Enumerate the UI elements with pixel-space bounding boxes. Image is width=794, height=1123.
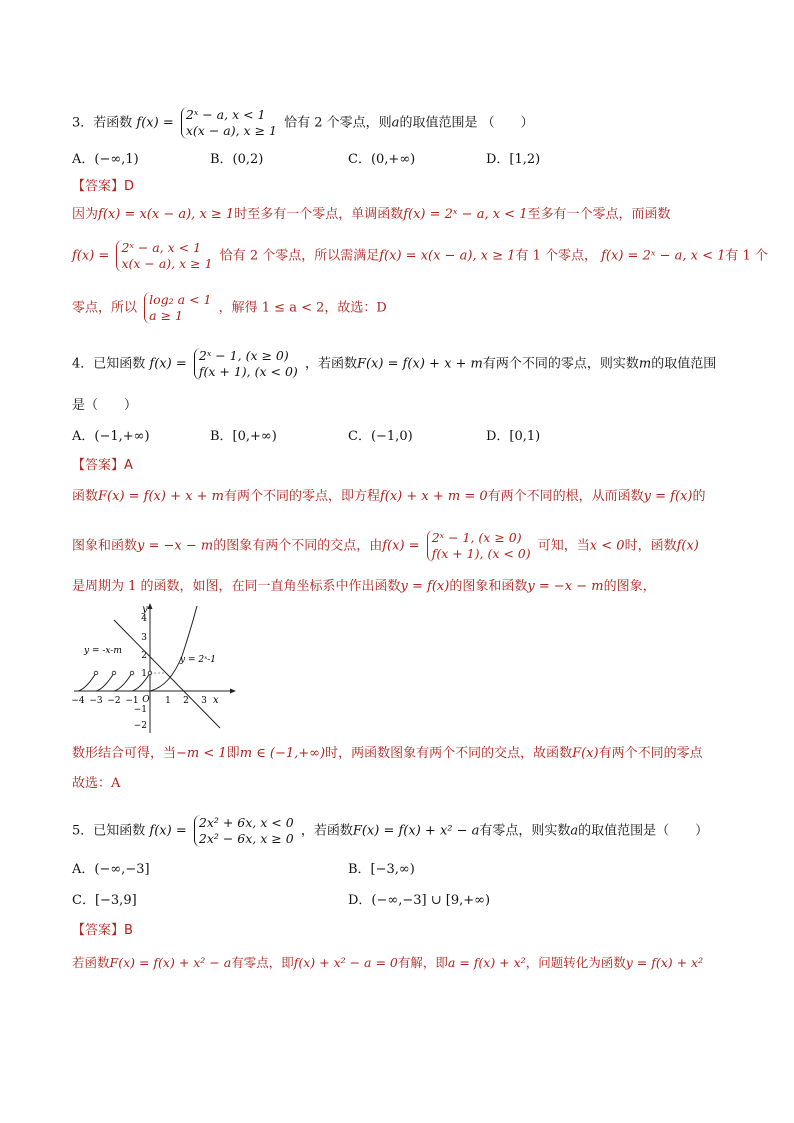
q4-exp-line3 (72, 578, 656, 596)
q3-answer: 【答案】D (72, 179, 135, 194)
q4-exp4a: 数形结合可得，当 (72, 746, 177, 761)
q5-piecewise (194, 815, 294, 847)
x-tick: 1 (165, 696, 171, 706)
x-tick: −2 (107, 696, 121, 706)
periodic-piece (114, 673, 132, 691)
q3-number: 3．若函数 (72, 115, 133, 131)
q3-exp1c: 时至多有一个零点，单调函数 (234, 207, 404, 222)
q4-exp2f: x < 0 (589, 538, 625, 554)
q4-graph (70, 600, 240, 738)
x-tick: 2 (183, 696, 189, 706)
q3-case1: 2ˣ − a, x < 1 (185, 107, 266, 122)
q3-stem (72, 107, 534, 139)
q4-exp4b: −m < 1 (176, 746, 227, 761)
q4-tail3: 的取值范围 (651, 356, 717, 372)
q3-exp1b: f(x) = x(x − a), x ≥ 1 (98, 207, 235, 222)
q4-option-d: D．[0,1) (486, 429, 541, 444)
q4-exp2a: 图象和函数 (72, 538, 138, 554)
y-tick: −1 (133, 705, 147, 715)
q5-Fx: F(x) = f(x) + x² − a (352, 823, 480, 839)
q5-var: a (570, 823, 579, 839)
q5-exp1e: 有解，即 (397, 955, 448, 970)
q5-exp1a: 若函数 (72, 955, 110, 970)
q4-piecewise (194, 348, 298, 380)
q5-tail3: 的取值范围是（ ） (578, 823, 709, 839)
q4-exp1c: 有两个不同的零点，即方程 (223, 489, 380, 504)
q3-exp2f: 有 1 个 (725, 248, 768, 264)
q4-exp-piecewise (427, 530, 531, 562)
q3-exp3b: ，解得 1 ≤ a < 2，故选：D (218, 300, 387, 316)
q4-number: 4．已知函数 (72, 356, 146, 372)
x-axis-arrow (230, 689, 236, 694)
q5-option-b: B．[−3,∞) (348, 862, 415, 877)
x-tick: −4 (71, 696, 85, 706)
q3-exp3a: 零点，所以 (72, 300, 138, 316)
y-tick: −2 (133, 721, 147, 731)
line-label: y = -x-m (84, 646, 122, 656)
q5-exp-line1 (72, 954, 703, 972)
q3-exp1a: 因为 (72, 207, 99, 222)
q4-tail: ，若函数 (304, 356, 357, 372)
q4-case1: 2ˣ − 1, (x ≥ 0) (198, 348, 289, 363)
periodic-piece (78, 673, 96, 691)
q4-exp-line2 (72, 530, 699, 562)
q4-fx: f(x) = (149, 356, 187, 372)
q5-exp1d: f(x) + x² − a = 0 (293, 955, 398, 970)
q3-option-b: B．(0,2) (210, 152, 264, 167)
q5-answer: 【答案】B (72, 923, 133, 938)
q5-option-d: D．(−∞,−3] ∪ [9,+∞) (348, 893, 491, 908)
q3-exp-case2: x(x − a), x ≥ 1 (121, 256, 213, 271)
q4-exp2g: 时，函数 (624, 538, 677, 554)
curve-label: y = 2ˣ-1 (180, 655, 217, 665)
q5-option-c: C．[−3,9] (72, 893, 137, 908)
x-tick: 3 (201, 696, 207, 706)
x-tick: −3 (89, 696, 103, 706)
q4-option-c: C．(−1,0) (348, 429, 413, 444)
q3-exp-line1 (72, 206, 671, 224)
q3-exp2e: f(x) = 2ˣ − a, x < 1 (601, 248, 726, 264)
q5-case1: 2x² + 6x, x < 0 (198, 815, 294, 830)
y-tick: 1 (141, 669, 147, 679)
q3-exp-case1: 2ˣ − a, x < 1 (121, 240, 202, 255)
q3-case2: x(x − a), x ≥ 1 (185, 123, 277, 138)
q4-exp1b: F(x) = f(x) + x + m (98, 489, 224, 504)
q4-exp4c: 即 (226, 746, 240, 761)
q5-exp1h: y = f(x) + x² (625, 955, 704, 970)
q5-exp1g: ，问题转化为函数 (525, 955, 626, 970)
q4-exp1d: f(x) + x + m = 0 (379, 489, 488, 504)
q5-exp1f: a = f(x) + x² (447, 955, 526, 970)
origin-label: O (142, 695, 150, 705)
q5-fx: f(x) = (149, 823, 187, 839)
q4-exp-case1: 2ˣ − 1, (x ≥ 0) (431, 530, 522, 545)
q3-exp3-case2: a ≥ 1 (149, 308, 183, 323)
exp-curve (150, 606, 197, 691)
q3-option-d: D．[1,2) (486, 152, 541, 167)
q4-stem-line2: 是（ ） (72, 398, 138, 413)
q4-exp1f: y = f(x) (643, 489, 693, 504)
q3-tail2: 的取值范围是 （ ） (399, 115, 534, 131)
q4-exp-line4 (72, 745, 703, 763)
q4-exp2d: f(x) = (382, 538, 420, 554)
q5-case2: 2x² − 6x, x ≥ 0 (198, 831, 294, 846)
q3-exp2b: 恰有 2 个零点，所以需满足 (219, 248, 380, 264)
q4-option-a: A．(−1,+∞) (72, 429, 150, 444)
q4-exp-case2: f(x + 1), (x < 0) (431, 546, 531, 561)
q3-exp2d: 有 1 个零点， (515, 248, 597, 264)
y-tick: 4 (141, 614, 147, 624)
y-tick: 3 (141, 633, 147, 643)
q4-exp1g: 的 (692, 489, 706, 504)
y-axis-label: y (142, 604, 148, 615)
y-axis-arrow (148, 603, 153, 609)
q4-var: m (638, 356, 652, 372)
q5-option-a: A．(−∞,−3] (72, 862, 150, 877)
q4-exp1a: 函数 (72, 489, 99, 504)
q3-exp-piecewise (116, 240, 212, 272)
open-point (112, 671, 116, 675)
q5-exp1c: 有零点，即 (231, 955, 294, 970)
q3-exp3-case1: log₂ a < 1 (149, 292, 212, 307)
q3-exp-system (144, 292, 211, 324)
q4-answer: 【答案】A (72, 458, 133, 473)
open-point (94, 671, 98, 675)
q3-piecewise (181, 107, 277, 139)
q5-tail: ，若函数 (300, 823, 353, 839)
periodic-piece (96, 673, 114, 691)
q3-tail: 恰有 2 个零点，则 (284, 115, 392, 131)
q4-exp4d: m ∈ (−1,+∞) (239, 746, 326, 761)
q4-exp2c: 的图象有两个不同的交点，由 (213, 538, 383, 554)
q4-exp-line5: 故选：A (72, 776, 121, 791)
q3-exp2c: f(x) = x(x − a), x ≥ 1 (379, 248, 516, 264)
q5-exp1b: F(x) = f(x) + x² − a (109, 955, 232, 970)
q4-exp4f: F(x) (572, 746, 599, 761)
q3-option-c: C．(0,+∞) (348, 152, 416, 167)
y-tick: 2 (141, 651, 147, 661)
q4-exp1e: 有两个不同的根，从而函数 (487, 489, 644, 504)
q4-exp2b: y = −x − m (137, 538, 214, 554)
y-ticks (134, 614, 148, 731)
q3-exp2a: f(x) = (72, 248, 110, 264)
q4-exp2h: f(x) (676, 538, 699, 554)
q5-tail2: 有零点，则实数 (479, 823, 571, 839)
q4-stem (72, 348, 716, 380)
q3-exp-line2 (72, 240, 768, 272)
q3-fx: f(x) = (136, 115, 174, 131)
q4-exp3b: y = f(x) (400, 579, 450, 594)
q4-exp4g: 有两个不同的零点 (598, 746, 703, 761)
q5-stem (72, 815, 708, 847)
line-y-neg-x-m (114, 620, 220, 728)
q4-exp3e: 的图象， (603, 579, 656, 594)
q4-exp-line1 (72, 488, 705, 506)
q4-exp4e: 时，两函数图象有两个不同的交点，故函数 (325, 746, 573, 761)
q3-exp1d: f(x) = 2ˣ − a, x < 1 (403, 207, 528, 222)
x-axis-label: x (213, 695, 219, 706)
q4-option-b: B．[0,+∞) (210, 429, 277, 444)
q4-Fx: F(x) = f(x) + x + m (356, 356, 483, 372)
q3-exp1e: 至多有一个零点，而函数 (527, 207, 671, 222)
q4-tail2: 有两个不同的零点，则实数 (482, 356, 639, 372)
q5-number: 5．已知函数 (72, 823, 146, 839)
q4-exp2e: 可知，当 (537, 538, 590, 554)
q4-exp3c: 的图象和函数 (449, 579, 528, 594)
q4-case2: f(x + 1), (x < 0) (198, 364, 298, 379)
q3-exp-line3 (72, 292, 387, 324)
open-point (130, 671, 134, 675)
q4-exp3d: y = −x − m (527, 579, 604, 594)
q3-option-a: A．(−∞,1) (72, 152, 139, 167)
q4-exp3a: 是周期为 1 的函数，如图，在同一直角坐标系中作出函数 (72, 579, 401, 594)
x-tick: −1 (125, 696, 139, 706)
q3-var: a (391, 115, 400, 131)
